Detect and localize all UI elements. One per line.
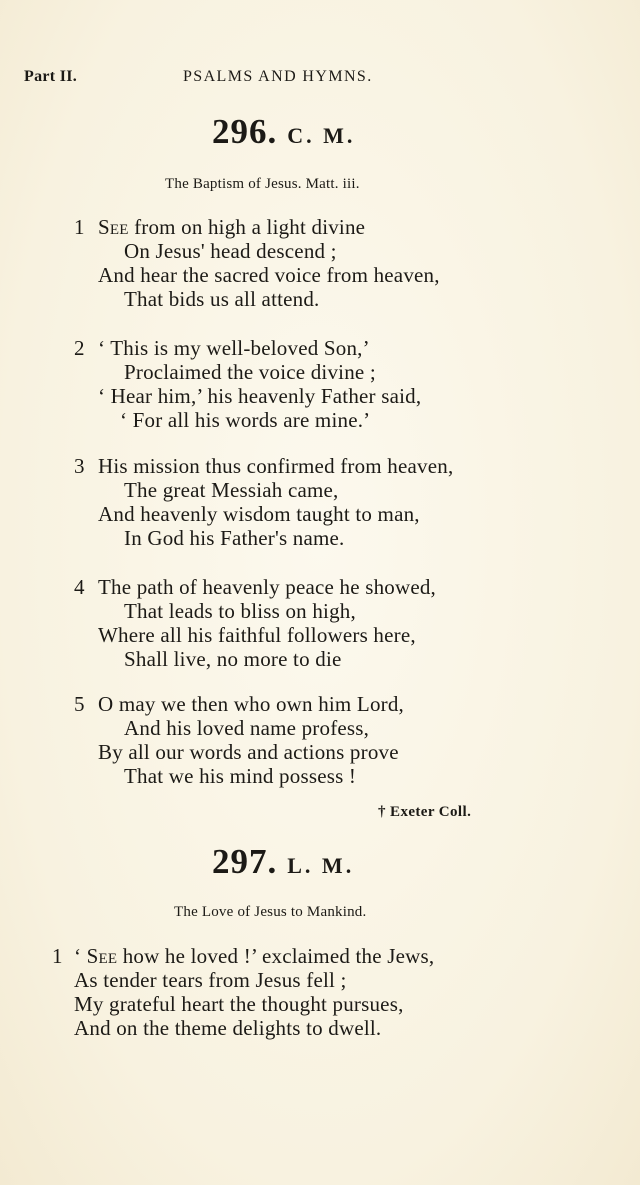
verse-line: And heavenly wisdom taught to man,	[98, 502, 420, 526]
verse-line: See from on high a light divine	[98, 215, 366, 239]
verse-number: 5	[74, 692, 85, 716]
verse-line: By all our words and actions prove	[98, 740, 399, 764]
verse-line: That we his mind possess !	[124, 764, 357, 788]
verse-line: ‘ See how he loved !’ exclaimed the Jews,	[74, 944, 435, 968]
hymn-meter: L. M.	[287, 853, 355, 878]
verse-number: 4	[74, 575, 85, 599]
verse-line: As tender tears from Jesus fell ;	[74, 968, 347, 992]
verse-line: Where all his faithful followers here,	[98, 623, 416, 647]
verse-line: In God his Father's name.	[124, 526, 345, 550]
verse-line: My grateful heart the thought pursues,	[74, 992, 404, 1016]
hymn-subtitle: The Baptism of Jesus. Matt. iii.	[165, 176, 360, 192]
first-word: See	[98, 215, 129, 239]
verse-line: ‘ This is my well-beloved Son,’	[98, 336, 370, 360]
hymn-subtitle: The Love of Jesus to Mankind.	[174, 904, 367, 920]
hymn-number: 297.	[212, 842, 278, 881]
verse-number: 1	[74, 215, 85, 239]
verse-line: And his loved name profess,	[124, 716, 370, 740]
hymn-attribution: † Exeter Coll.	[378, 804, 472, 820]
hymn-296-heading	[212, 112, 355, 152]
verse-line: ‘ For all his words are mine.’	[120, 408, 371, 432]
verse-line: Proclaimed the voice divine ;	[124, 360, 376, 384]
verse-line: That bids us all attend.	[124, 287, 320, 311]
verse-number: 1	[52, 944, 63, 968]
verse-line: And hear the sacred voice from heaven,	[98, 263, 440, 287]
verse-line: His mission thus confirmed from heaven,	[98, 454, 454, 478]
hymn-297-heading	[212, 842, 354, 882]
part-label: Part II.	[24, 68, 78, 85]
running-title: PSALMS AND HYMNS.	[183, 68, 373, 85]
hymn-meter: C. M.	[287, 123, 356, 148]
first-word: ‘ See	[74, 944, 118, 968]
hymn-number: 296.	[212, 112, 278, 151]
verse-line: Shall live, no more to die	[124, 647, 342, 671]
verse-line: And on the theme delights to dwell.	[74, 1016, 382, 1040]
verse-line: O may we then who own him Lord,	[98, 692, 404, 716]
verse-line: The path of heavenly peace he showed,	[98, 575, 437, 599]
verse-line: On Jesus' head descend ;	[124, 239, 337, 263]
verse-number: 3	[74, 454, 85, 478]
verse-line: ‘ Hear him,’ his heavenly Father said,	[98, 384, 422, 408]
verse-line: That leads to bliss on high,	[124, 599, 356, 623]
verse-line: The great Messiah came,	[124, 478, 339, 502]
verse-number: 2	[74, 336, 85, 360]
